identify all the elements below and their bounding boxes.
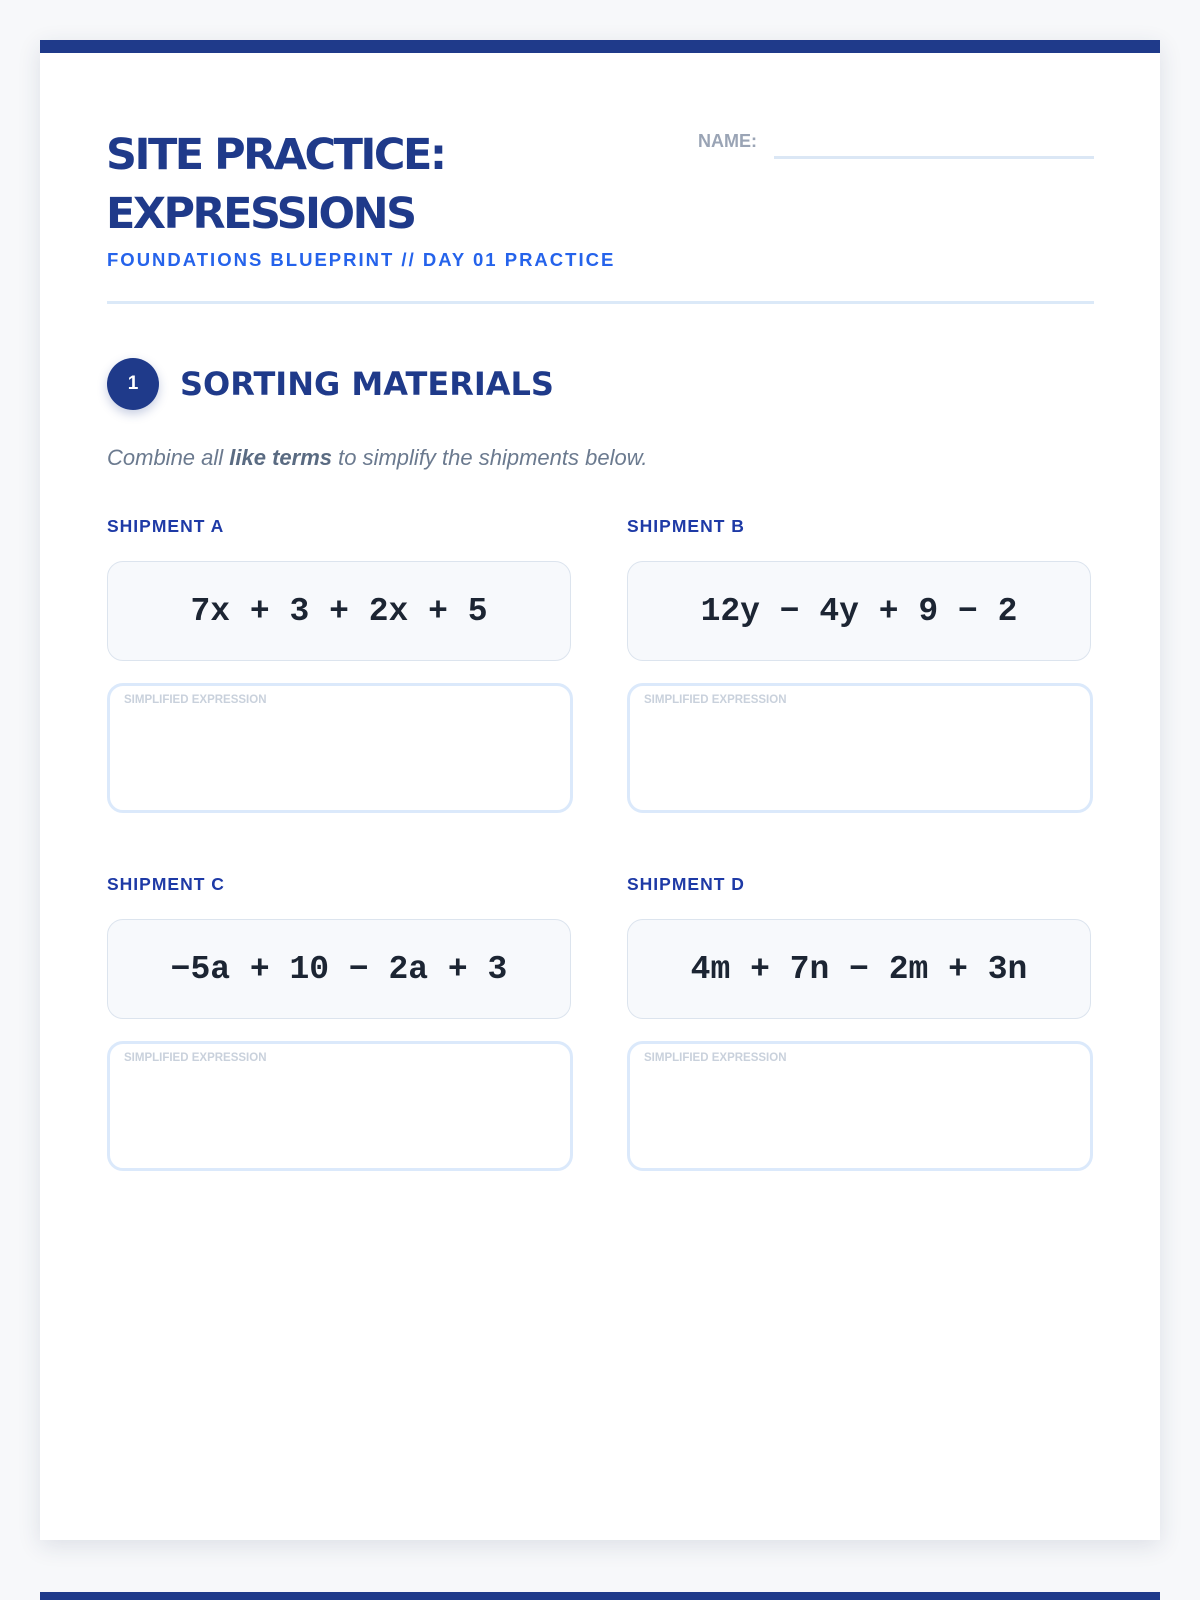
expression-box bbox=[627, 919, 1091, 1019]
next-page-accent-bar bbox=[40, 1592, 1160, 1600]
instructions bbox=[107, 445, 648, 471]
problem-label: SHIPMENT A bbox=[107, 516, 225, 536]
problem-label: SHIPMENT D bbox=[627, 874, 745, 894]
answer-field[interactable] bbox=[107, 1041, 573, 1171]
instructions-emphasis: like terms bbox=[229, 445, 333, 470]
expression-box bbox=[107, 919, 571, 1019]
name-label: NAME: bbox=[698, 131, 757, 151]
expression-text: −5a + 10 − 2a + 3 bbox=[170, 950, 508, 988]
expression-box bbox=[107, 561, 571, 661]
header-divider bbox=[107, 301, 1094, 304]
section-title: SORTING MATERIALS bbox=[180, 365, 554, 403]
expression-box bbox=[627, 561, 1091, 661]
answer-placeholder: SIMPLIFIED EXPRESSION bbox=[644, 1052, 787, 1064]
page-subtitle: FOUNDATIONS BLUEPRINT // DAY 01 PRACTICE bbox=[107, 249, 616, 270]
instructions-text-end: to simplify the shipments below. bbox=[332, 445, 648, 470]
page-title: SITE PRACTICE: EXPRESSIONS bbox=[106, 130, 445, 239]
answer-placeholder: SIMPLIFIED EXPRESSION bbox=[644, 694, 787, 706]
answer-field[interactable] bbox=[627, 1041, 1093, 1171]
answer-field[interactable] bbox=[107, 683, 573, 813]
answer-field[interactable] bbox=[627, 683, 1093, 813]
expression-text: 7x + 3 + 2x + 5 bbox=[190, 592, 488, 630]
answer-placeholder: SIMPLIFIED EXPRESSION bbox=[124, 1052, 267, 1064]
worksheet-page bbox=[40, 40, 1160, 1540]
expression-text: 4m + 7n − 2m + 3n bbox=[690, 950, 1028, 988]
answer-placeholder: SIMPLIFIED EXPRESSION bbox=[124, 694, 267, 706]
instructions-text: Combine all bbox=[107, 445, 230, 470]
name-field[interactable] bbox=[774, 156, 1094, 159]
section-number-badge: 1 bbox=[107, 358, 159, 410]
expression-text: 12y − 4y + 9 − 2 bbox=[700, 592, 1018, 630]
problem-label: SHIPMENT B bbox=[627, 516, 745, 536]
top-accent-bar bbox=[40, 40, 1160, 53]
problem-label: SHIPMENT C bbox=[107, 874, 225, 894]
